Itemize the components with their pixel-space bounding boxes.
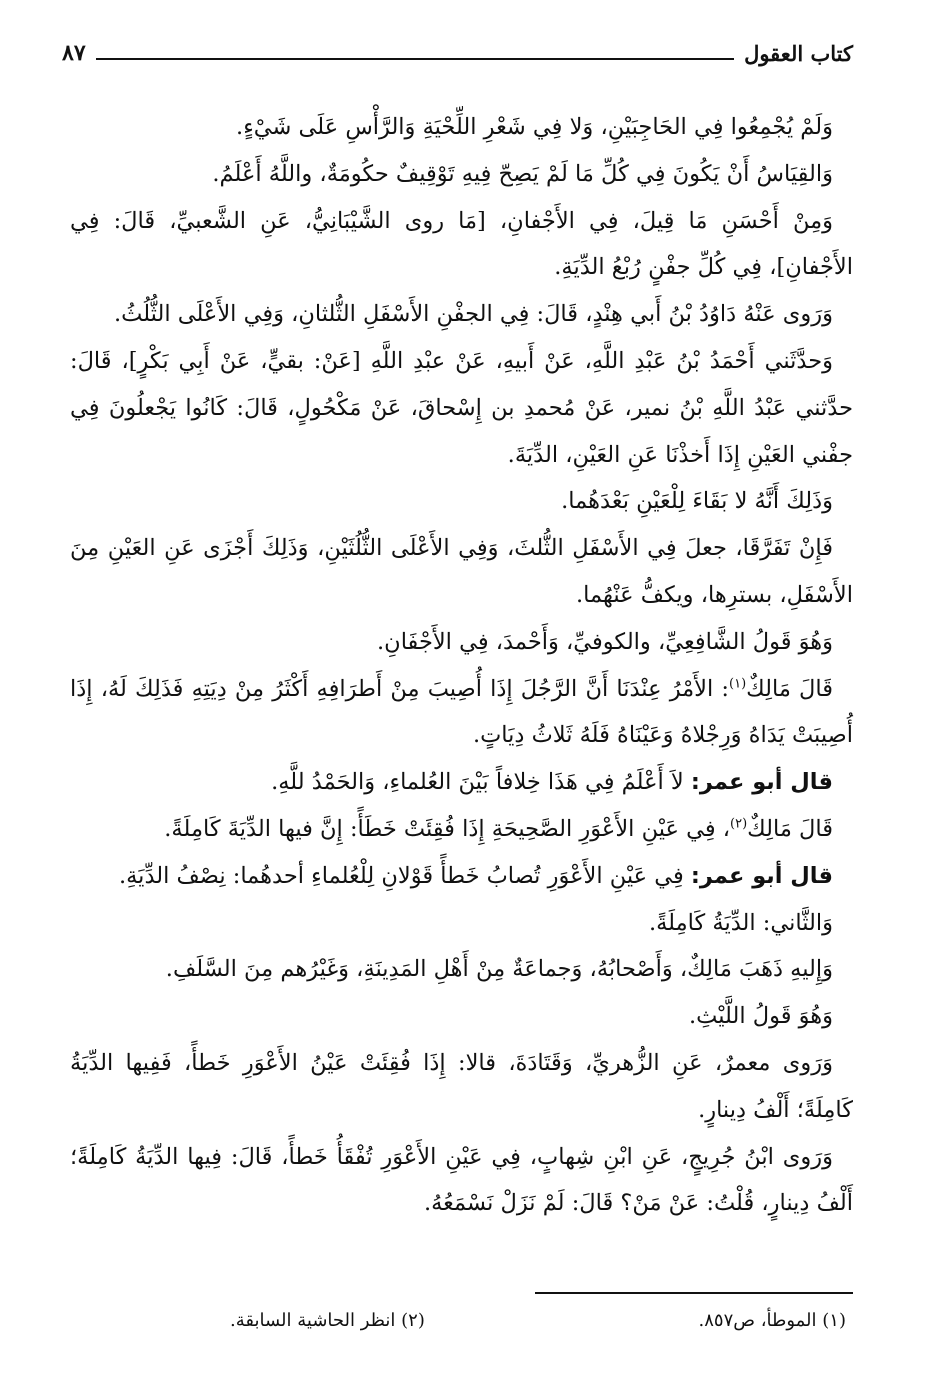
paragraph: قال أبو عمر: فِي عَيْنِ الأَعْوَرِ تُصابُ خَطأً قَوْلانِ لِلْعُلماءِ أحدهُما: نِصْفُ الدِّيَةِ. (118, 862, 833, 889)
paragraph: وَرَوى معمرٌ، عَنِ الزُّهريِّ، وَقَتَادَةَ، قالا: إِذَا فُقِئَتْ عَيْنُ الأَعْوَرِ خَطأً، فَفِيها الدِّيَةُ كَامِلَةً؛ أَلْفُ دِينارٍ. (70, 1049, 853, 1123)
paragraph: قال أبو عمر: لاَ أَعْلَمُ فِي هَذَا خِلافاً بَيْنَ العُلماءِ، وَالحَمْدُ للَّهِ. (271, 769, 833, 796)
footnote-separator (535, 1292, 853, 1294)
paragraph: وَهُوَ قَولُ الشَّافِعِيِّ، والكوفيِّ، وَأَحْمدَ، فِي الأَجْفَانِ. (377, 628, 833, 655)
book-title: كتاب العقول (744, 41, 853, 66)
paragraph: وَمِنْ أَحْسَنِ مَا قِيلَ، فِي الأَجْفانِ، [مَا روى الشَّيْبَانِيُّ، عَنِ الشَّعبيِّ، قَالَ: فِي الأَجْفانِ]، فِي كُلِّ جفْنٍ رُبْعُ الدِّيَةِ. (70, 207, 853, 281)
footnote-2: (٢) انظر الحاشية السابقة. (230, 1310, 425, 1331)
paragraph: قَالَ مَالِكٌ$^{(١)}$: الأَمْرُ عِنْدَنَا أَنَّ الرَّجُلَ إِذَا أُصِيبَ مِنْ أَطرَافِهِ أَكْثَرُ مِنْ دِيَتِهِ فَذَلِكَ لَهُ، إِذَا أُصِيبَتْ يَدَاهُ وَرِجْلاهُ وَعَيْنَاهُ فَلَهُ ثَلاثُ دِيَاتٍ. (70, 675, 853, 749)
paragraph: وَرَوى عَنْهُ دَاوُدُ بْنُ أَبي هِنْدٍ، قَالَ: فِي الجفْنِ الأَسْفَلِ الثُّلثانِ، وَفِي الأَعْلَى الثُّلُثُ. (113, 301, 833, 328)
footnote-marker[interactable]: (٢) (730, 816, 748, 832)
header-rule (96, 58, 734, 60)
speaker-label: قال أبو عمر: (690, 862, 833, 889)
paragraph: قَالَ مَالِكٌ$^{(٢)}$، فِي عَيْنِ الأَعْوَرِ الصَّحِيحَةِ إِذَا فُقِئَتْ خَطَأً: إِنَّ فيها الدِّيَةَ كَامِلَةً. (164, 815, 833, 842)
paragraph: فَإِنْ تَفَرَّقَا، جعلَ فِي الأَسْفَلِ الثُّلثَ، وَفِي الأَعْلَى الثُّلُثَيْنِ، وَذَلِكَ أَجْزَى عَنِ العَيْنِ مِنَ الأَسْفَلِ، بسترِها، ويكفُّ عَنْهُما. (70, 535, 853, 608)
paragraph: وَحدَّثَني أَحْمَدُ بْنُ عَبْدِ اللَّهِ، عَنْ أَبيهِ، عَنْ عبْدِ اللَّهِ [عَنْ: بقيٍّ، عَنْ أَبِي بَكْرٍ]، قَالَ: حدَّثني عَبْدُ اللَّهِ بْنُ نمير، عَنْ مُحمدِ بن إِسْحاقَ، عَنْ مَكْحُولٍ، قَالَ: كَانُوا يَجْعلُونَ فِي جفْني العَيْنِ إِذَا أَخذْنَا عَنِ العَيْنِ، الدِّيَةَ. (70, 347, 853, 468)
page-number: ٨٧ (62, 40, 86, 66)
paragraph: وَإِليهِ ذَهَبَ مَالِكٌ، وَأَصْحابُهُ، وَجماعَةٌ مِنْ أَهْلِ المَدِينَةِ، وَغَيْرُهم مِنَ السَّلَفِ. (165, 956, 833, 983)
footnote-marker[interactable]: (١) (729, 676, 747, 692)
paragraph: وَالثَّاني: الدِّيَةُ كَامِلَةً. (648, 909, 833, 936)
paragraph: وَرَوى ابْنُ جُرِيجٍ، عَنِ ابْنِ شِهابٍ، فِي عَيْنِ الأَعْوَرِ تُفْقَأُ خَطأً، قَالَ: فِيها الدِّيَةُ كَامِلَةً؛ أَلْفُ دِينارٍ، قُلْتُ: عَنْ مَنْ؟ قَالَ: لَمْ نَزَلْ نَسْمَعُهُ. (70, 1143, 853, 1217)
main-text (70, 104, 853, 1227)
paragraph: وَذَلِكَ أَنَّهُ لا بَقَاءَ لِلْعَيْنِ بَعْدَهُما. (561, 488, 833, 515)
paragraph: وَهُوَ قَولُ اللَّيْثِ. (689, 1003, 833, 1030)
paragraph: وَلَمْ يُجْمِعُوا فِي الحَاجِبَيْنِ، وَلا فِي شَعْرِ اللِّحْيَةِ وَالرَّأْسِ عَلَى شَيْءٍ. (236, 114, 833, 140)
page-header (62, 32, 853, 72)
speaker-label: قال أبو عمر: (690, 769, 833, 796)
paragraph: وَالقِيَاسُ أَنْ يَكُونَ فِي كُلِّ مَا لَمْ يَصِحّ فِيهِ تَوْقِيفٌ حكُومَةٌ، واللَّهُ أَعْلَمُ. (212, 160, 833, 187)
footnote-1: (١) الموطأ، ص٨٥٧. (698, 1310, 846, 1331)
footnotes (230, 1310, 846, 1331)
